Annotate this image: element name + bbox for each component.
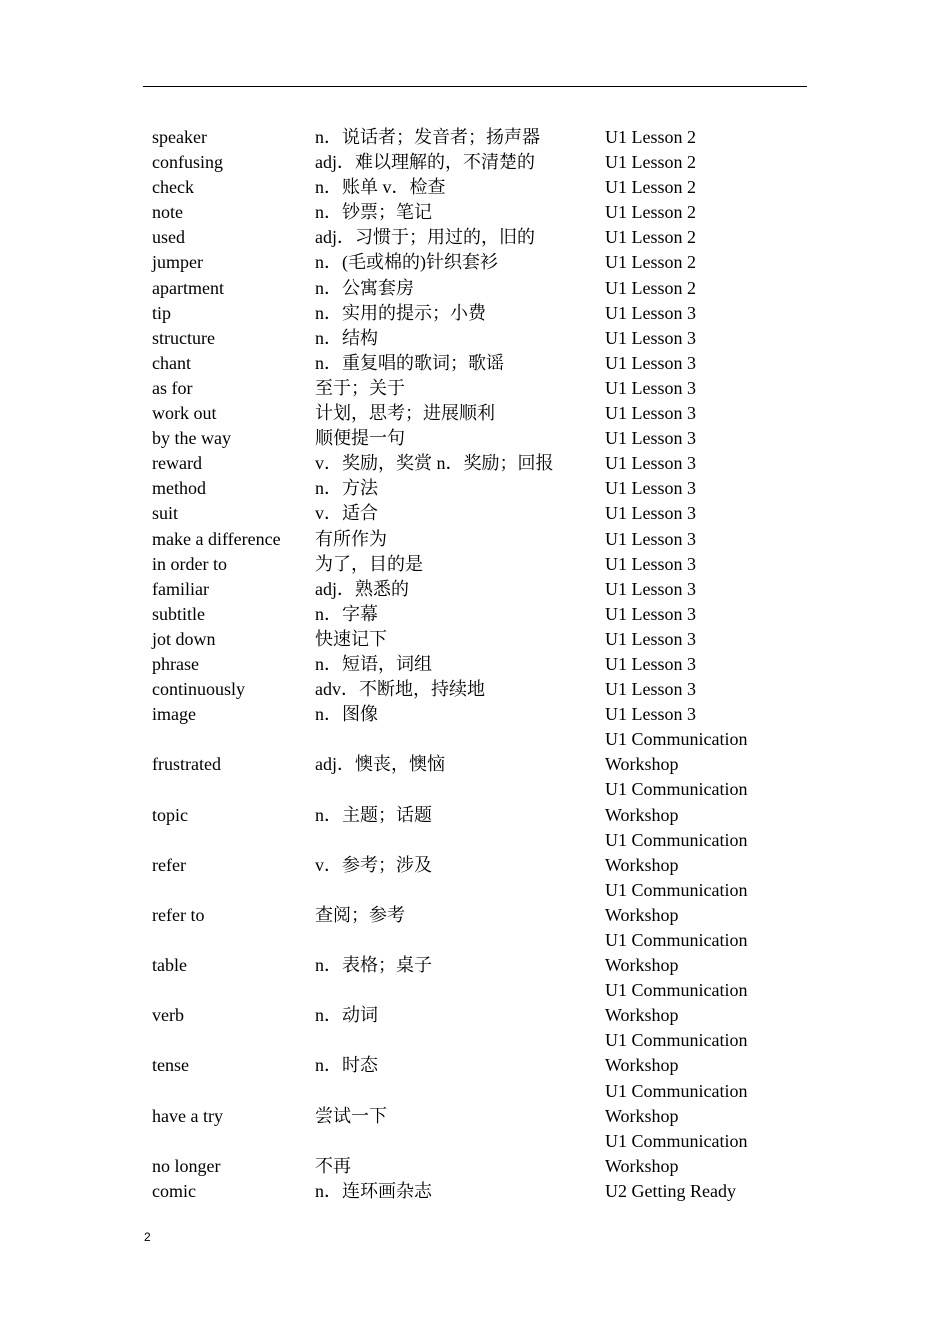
vocab-word: have a try (152, 1105, 223, 1126)
vocab-row (148, 727, 805, 777)
vocab-definition: n．字幕 (315, 603, 378, 624)
vocab-row (148, 552, 805, 577)
vocab-definition: 有所作为 (315, 528, 387, 549)
vocab-lesson: U1 Lesson 2 (605, 277, 696, 298)
vocab-word: structure (152, 327, 215, 348)
vocab-row (148, 200, 805, 225)
vocab-word: suit (152, 503, 179, 524)
header-rule (143, 86, 807, 87)
vocab-lesson: U1 Lesson 3 (605, 403, 696, 424)
vocab-word: check (152, 177, 194, 198)
vocab-word: confusing (152, 152, 223, 173)
vocab-lesson: U1 Communication Workshop (605, 729, 748, 775)
vocab-word: tip (152, 302, 172, 323)
vocab-word: subtitle (152, 603, 205, 624)
vocab-definition: n．时态 (315, 1055, 378, 1076)
vocab-lesson: U1 Lesson 3 (605, 453, 696, 474)
vocab-lesson: U1 Communication Workshop (605, 930, 748, 976)
vocab-row (148, 652, 805, 677)
vocab-lesson: U2 Getting Ready (605, 1180, 736, 1201)
vocab-definition: n．重复唱的歌词；歌谣 (315, 352, 504, 373)
vocab-lesson: U1 Lesson 3 (605, 679, 696, 700)
vocab-definition: n．连环画杂志 (315, 1180, 432, 1201)
vocab-lesson: U1 Lesson 3 (605, 553, 696, 574)
vocab-word: tense (152, 1055, 189, 1076)
vocab-word: reward (152, 453, 202, 474)
vocab-row (148, 1079, 805, 1129)
vocab-lesson: U1 Communication Workshop (605, 779, 748, 825)
vocab-lesson: U1 Lesson 3 (605, 653, 696, 674)
vocab-word: topic (152, 804, 188, 825)
vocab-definition: n．动词 (315, 1005, 378, 1026)
vocab-row (148, 225, 805, 250)
vocab-lesson: U1 Lesson 3 (605, 503, 696, 524)
vocab-row (148, 426, 805, 451)
vocab-lesson: U1 Communication Workshop (605, 879, 748, 925)
vocab-definition: n．短语，词组 (315, 653, 432, 674)
vocab-lesson: U1 Lesson 3 (605, 603, 696, 624)
vocab-word: make a difference (152, 528, 281, 549)
vocab-definition: n．(毛或棉的)针织套衫 (315, 252, 498, 273)
vocab-definition: n．图像 (315, 704, 378, 725)
vocab-definition: n．结构 (315, 327, 378, 348)
vocab-lesson: U1 Communication Workshop (605, 829, 748, 875)
vocab-row (148, 1028, 805, 1078)
vocab-word: work out (152, 403, 217, 424)
vocab-lesson: U1 Lesson 3 (605, 302, 696, 323)
vocab-word: refer to (152, 904, 205, 925)
vocab-definition: v．参考；涉及 (315, 854, 432, 875)
vocab-lesson: U1 Lesson 3 (605, 478, 696, 499)
vocab-lesson: U1 Lesson 2 (605, 177, 696, 198)
vocab-word: table (152, 955, 187, 976)
vocab-row (148, 1179, 805, 1204)
vocab-lesson: U1 Communication Workshop (605, 1130, 748, 1176)
vocab-row (148, 476, 805, 501)
vocab-lesson: U1 Lesson 2 (605, 252, 696, 273)
vocab-definition: 查阅；参考 (315, 904, 405, 925)
vocab-lesson: U1 Lesson 2 (605, 202, 696, 223)
vocab-row (148, 301, 805, 326)
vocab-word: phrase (152, 653, 199, 674)
vocab-word: jot down (152, 628, 216, 649)
vocab-definition: n．主题；话题 (315, 804, 432, 825)
vocab-definition: adv．不断地，持续地 (315, 679, 485, 700)
vocab-word: speaker (152, 127, 207, 147)
vocab-lesson: U1 Communication Workshop (605, 1080, 748, 1126)
vocab-row (148, 451, 805, 476)
vocab-word: used (152, 227, 185, 248)
vocab-word: no longer (152, 1155, 221, 1176)
vocab-word: chant (152, 352, 191, 373)
vocab-row (148, 928, 805, 978)
vocab-definition: 为了，目的是 (315, 553, 423, 574)
vocab-row (148, 175, 805, 200)
vocab-word: continuously (152, 679, 245, 700)
vocab-row (148, 376, 805, 401)
vocabulary-table-body (148, 125, 805, 1204)
vocab-definition: 至于；关于 (315, 377, 405, 398)
vocab-row (148, 677, 805, 702)
vocab-word: familiar (152, 578, 209, 599)
vocabulary-table (148, 125, 805, 1204)
vocab-row (148, 702, 805, 727)
vocab-word: image (152, 704, 196, 725)
vocab-row (148, 501, 805, 526)
vocab-word: verb (152, 1005, 184, 1026)
vocab-row (148, 326, 805, 351)
vocab-word: refer (152, 854, 186, 875)
vocab-definition: 顺便提一句 (315, 428, 405, 449)
vocab-lesson: U1 Communication Workshop (605, 1030, 748, 1076)
vocab-definition: v．适合 (315, 503, 378, 524)
vocab-definition: n．公寓套房 (315, 277, 414, 298)
vocab-definition: 不再 (315, 1155, 351, 1176)
vocab-lesson: U1 Lesson 3 (605, 578, 696, 599)
vocab-definition: adj．难以理解的，不清楚的 (315, 152, 535, 173)
vocab-lesson: U1 Lesson 2 (605, 127, 696, 147)
vocab-lesson: U1 Communication Workshop (605, 980, 748, 1026)
vocab-definition: 计划，思考；进展顺利 (315, 403, 495, 424)
vocab-lesson: U1 Lesson 3 (605, 628, 696, 649)
vocab-lesson: U1 Lesson 2 (605, 152, 696, 173)
vocab-word: frustrated (152, 754, 221, 775)
vocab-row (148, 351, 805, 376)
vocab-definition: n．钞票；笔记 (315, 202, 432, 223)
vocab-word: as for (152, 377, 193, 398)
vocab-definition: n．说话者；发音者；扬声器 (315, 127, 540, 147)
vocab-lesson: U1 Lesson 3 (605, 428, 696, 449)
vocab-row (148, 777, 805, 827)
vocab-definition: n．表格；桌子 (315, 955, 432, 976)
vocab-definition: 尝试一下 (315, 1105, 387, 1126)
vocab-row (148, 577, 805, 602)
vocab-definition: v．奖励，奖赏 n．奖励；回报 (315, 453, 554, 474)
vocab-definition: 快速记下 (315, 628, 387, 649)
vocab-row (148, 125, 805, 150)
vocab-definition: n．账单 v．检查 (315, 177, 446, 198)
vocab-definition: n．方法 (315, 478, 378, 499)
vocab-definition: adj．懊丧，懊恼 (315, 754, 445, 775)
vocab-word: jumper (152, 252, 203, 273)
vocab-word: method (152, 478, 206, 499)
vocab-row (148, 150, 805, 175)
vocab-row (148, 250, 805, 275)
vocab-word: in order to (152, 553, 227, 574)
vocab-word: note (152, 202, 183, 223)
vocab-lesson: U1 Lesson 2 (605, 227, 696, 248)
vocab-definition: n．实用的提示；小费 (315, 302, 486, 323)
vocab-word: by the way (152, 428, 231, 449)
vocab-definition: adj．熟悉的 (315, 578, 409, 599)
page-number: 2 (144, 1230, 151, 1244)
vocab-row (148, 978, 805, 1028)
vocab-row (148, 276, 805, 301)
vocab-row (148, 602, 805, 627)
vocab-lesson: U1 Lesson 3 (605, 327, 696, 348)
vocab-row (148, 1129, 805, 1179)
vocab-definition: adj．习惯于；用过的，旧的 (315, 227, 535, 248)
vocab-lesson: U1 Lesson 3 (605, 704, 696, 725)
vocab-row (148, 878, 805, 928)
vocab-word: comic (152, 1180, 196, 1201)
vocab-word: apartment (152, 277, 224, 298)
vocab-lesson: U1 Lesson 3 (605, 528, 696, 549)
vocab-lesson: U1 Lesson 3 (605, 377, 696, 398)
vocab-row (148, 527, 805, 552)
vocab-lesson: U1 Lesson 3 (605, 352, 696, 373)
vocab-row (148, 401, 805, 426)
vocab-row (148, 627, 805, 652)
vocab-row (148, 828, 805, 878)
